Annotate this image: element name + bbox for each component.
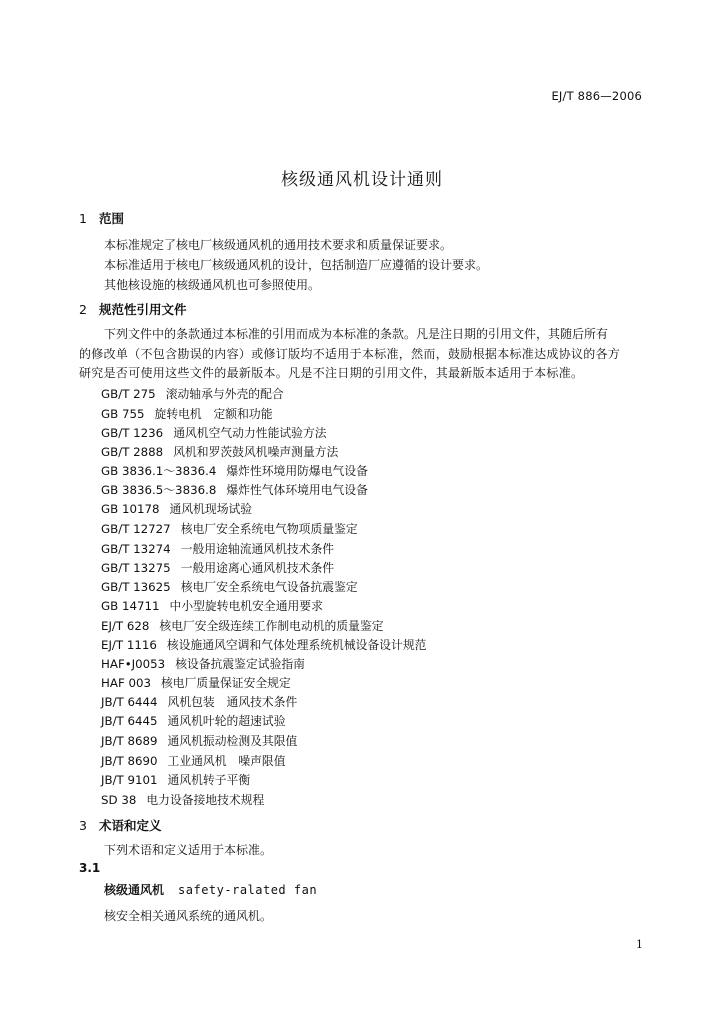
reference-code: GB/T 13274 [101,542,171,556]
reference-item [101,559,334,576]
paragraph-continuation: 研究是否可使用这些文件的最新版本。凡是不注日期的引用文件，其最新版本适用于本标准。 [79,366,584,380]
reference-item [101,791,264,808]
reference-title: 中小型旋转电机安全通用要求 [169,599,323,613]
reference-title: 一般用途轴流通风机技术条件 [180,542,335,556]
reference-code: JB/T 8689 [101,734,158,748]
reference-title: 旋转电机 定额和功能 [154,407,273,421]
reference-code: JB/T 8690 [101,754,158,768]
reference-item [101,578,358,595]
reference-item [101,617,384,634]
reference-code: GB/T 275 [101,387,156,401]
reference-title: 通风机空气动力性能试验方法 [173,426,327,440]
reference-code: GB 3836.5～3836.8 [101,483,217,497]
term-en: safety-ralated fan [178,883,318,897]
reference-title: 核电厂安全系统电气物项质量鉴定 [180,522,358,536]
reference-item [101,443,338,460]
reference-code: JB/T 9101 [101,773,158,787]
reference-item [101,520,358,537]
reference-title: 电力设备接地技术规程 [146,793,265,807]
paragraph: 下列文件中的条款通过本标准的引用而成为本标准的条款。凡是注日期的引用文件，其随后所有 [104,327,609,341]
document-title: 核级通风机设计通则 [281,170,443,191]
reference-item [101,540,334,557]
reference-item [101,481,368,498]
reference-item [101,732,297,749]
term-definition: 核安全相关通风系统的通风机。 [104,909,273,923]
reference-code: HAF 003 [101,676,151,690]
paragraph: 下列术语和定义适用于本标准。 [104,843,273,857]
reference-title: 通风机叶轮的超速试验 [167,714,286,728]
reference-code: GB/T 13625 [101,580,171,594]
term-zh: 核级通风机 [104,883,165,897]
reference-code: GB 3836.1～3836.4 [101,464,217,478]
reference-item [101,752,286,769]
reference-item [101,693,297,710]
reference-title: 风机和罗茨鼓风机噪声测量方法 [173,445,339,459]
reference-code: GB 14711 [101,599,160,613]
reference-title: 爆炸性气体环境用电气设备 [226,483,368,497]
reference-title: 核设备抗震鉴定试验指南 [175,657,305,671]
reference-code: GB/T 1236 [101,426,164,440]
paragraph-continuation: 的修改单（不包含勘误的内容）或修订版均不适用于本标准，然而，鼓励根据本标准达成协议的各方 [79,347,621,361]
reference-code: GB 10178 [101,502,160,516]
reference-title: 通风机转子平衡 [167,773,251,787]
reference-item [101,636,426,653]
reference-title: 核电厂安全系统电气设备抗震鉴定 [180,580,358,594]
reference-code: GB/T 12727 [101,522,171,536]
reference-title: 滚动轴承与外壳的配合 [165,387,284,401]
reference-code: GB/T 2888 [101,445,164,459]
section-2-heading [79,300,187,318]
reference-title: 通风机现场试验 [169,502,253,516]
paragraph: 本标准规定了核电厂核级通风机的通用技术要求和质量保证要求。 [104,238,453,252]
reference-title: 核设施通风空调和气体处理系统机械设备设计规范 [166,638,427,652]
reference-code: EJ/T 628 [101,619,150,633]
section-title: 范围 [99,211,125,226]
section-number: 1 [79,211,87,226]
subsection-number: 3.1 [79,861,101,875]
reference-code: HAF•J0053 [101,657,166,671]
reference-code: SD 38 [101,793,137,807]
reference-title: 核电厂安全级连续工作制电动机的质量鉴定 [159,619,384,633]
reference-item [101,500,252,517]
reference-code: GB 755 [101,407,145,421]
doc-code: EJ/T 886—2006 [551,89,642,103]
reference-code: EJ/T 1116 [101,638,157,652]
paragraph: 其他核设施的核级通风机也可参照使用。 [104,278,321,292]
reference-code: JB/T 6445 [101,714,158,728]
reference-title: 一般用途离心通风机技术条件 [180,561,335,575]
reference-title: 风机包装 通风技术条件 [167,695,298,709]
section-title: 术语和定义 [99,818,162,833]
reference-item [101,655,305,672]
reference-title: 工业通风机 噪声限值 [167,754,286,768]
reference-item [101,462,368,479]
reference-code: GB/T 13275 [101,561,171,575]
reference-item [101,597,323,614]
reference-title: 爆炸性环境用防爆电气设备 [226,464,368,478]
section-number: 3 [79,818,87,833]
paragraph: 本标准适用于核电厂核级通风机的设计，包括制造厂应遵循的设计要求。 [104,258,489,272]
page-number: 1 [636,938,643,951]
reference-code: JB/T 6444 [101,695,158,709]
term-entry [104,881,317,898]
reference-item [101,385,284,402]
section-1-heading [79,209,124,227]
reference-item [101,712,286,729]
reference-title: 核电厂质量保证安全规定 [161,676,291,690]
section-3-heading [79,816,162,834]
section-title: 规范性引用文件 [99,302,187,317]
reference-item [101,424,327,441]
reference-title: 通风机振动检测及其限值 [167,734,298,748]
reference-item [101,771,250,788]
reference-item [101,674,291,691]
reference-item [101,405,273,422]
section-number: 2 [79,302,87,317]
